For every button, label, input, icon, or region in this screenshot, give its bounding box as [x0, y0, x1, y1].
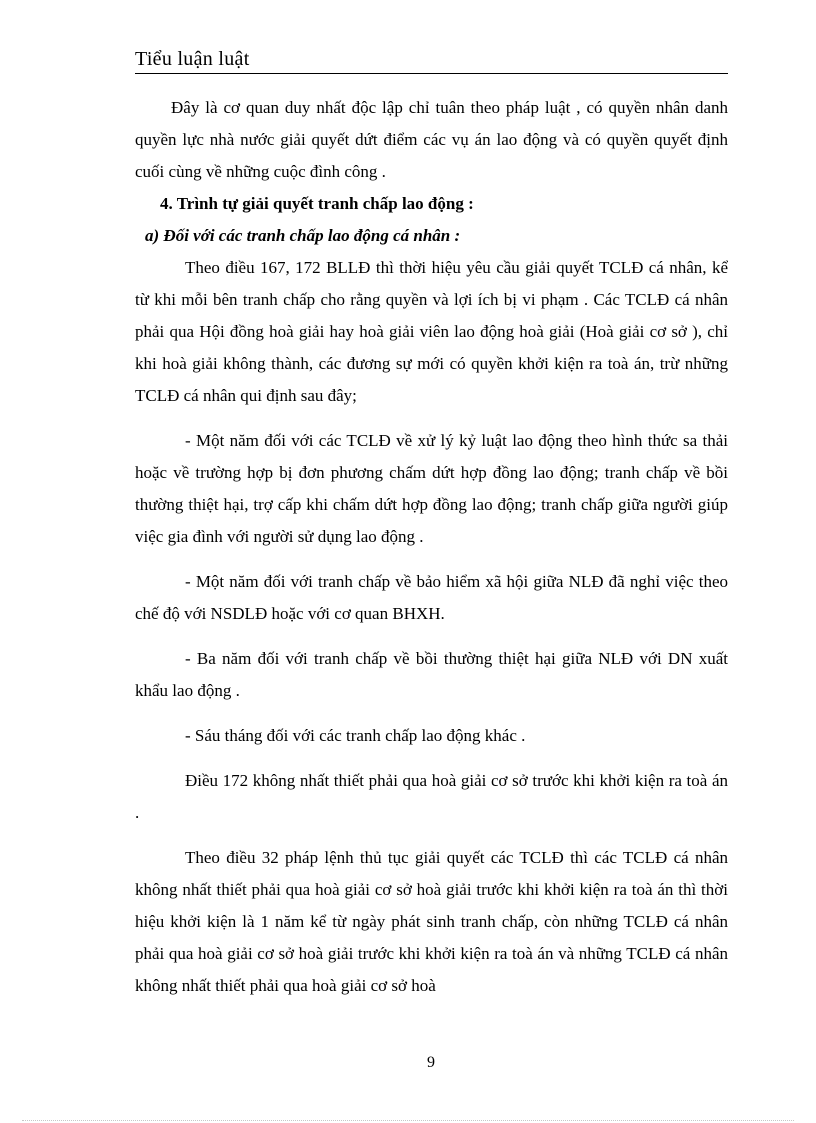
- paragraph-limitation-period: Theo điều 167, 172 BLLĐ thì thời hiệu yêu cầu giải quyết TCLĐ cá nhân, kể từ khi mỗi bên tranh chấp cho rằng quyền và lợi ích bị vi phạm . Các TCLĐ cá nhân phải qua Hội đồng hoà giải hay hoà giải viên lao động hoà giải (Hoà giải cơ sở ), chỉ khi hoà giải không thành, các đương sự mới có quyền khởi kiện ra toà án, trừ những TCLĐ cá nhân qui định sau đây;: [135, 258, 728, 405]
- paragraph-article-172: Điều 172 không nhất thiết phải qua hoà giải cơ sở trước khi khởi kiện ra toà án .: [135, 771, 728, 822]
- bullet-one-year-discipline: - Một năm đối với các TCLĐ về xử lý kỷ luật lao động theo hình thức sa thải hoặc về trường hợp bị đơn phương chấm dứt hợp đồng lao động; tranh chấp về bồi thường thiệt hại, trợ cấp khi chấm dứt hợp đồng lao động; tranh chấp giữa người giúp việc gia đình với người sử dụng lao động .: [135, 431, 728, 546]
- document-body: [135, 92, 728, 1002]
- header-title: Tiểu luận luật: [135, 48, 250, 70]
- subsection-heading-a: a) Đối với các tranh chấp lao động cá nhân :: [145, 226, 461, 245]
- section-heading-4: 4. Trình tự giải quyết tranh chấp lao động :: [160, 194, 474, 213]
- paragraph-court-role: Đây là cơ quan duy nhất độc lập chỉ tuân theo pháp luật , có quyền nhân danh quyền lực nhà nước giải quyết dứt điểm các vụ án lao động và có quyền quyết định cuối cùng về những cuộc đình công .: [135, 98, 728, 181]
- bullet-six-months: - Sáu tháng đối với các tranh chấp lao động khác .: [185, 726, 526, 745]
- paragraph-article-32: Theo điều 32 pháp lệnh thủ tục giải quyết các TCLĐ thì các TCLĐ cá nhân không nhất thiết phải qua hoà giải cơ sở hoà giải trước khi khởi kiện ra toà án thì thời hiệu khởi kiện là 1 năm kể từ ngày phát sinh tranh chấp, còn những TCLĐ cá nhân phải qua hoà giải cơ sở hoà giải trước khi khởi kiện ra toà án và những TCLĐ cá nhân không nhất thiết phải qua hoà giải cơ sở hoà: [135, 848, 728, 995]
- page-header: [135, 48, 728, 74]
- page-bottom-divider: [22, 1120, 794, 1121]
- page-number: 9: [427, 1054, 435, 1071]
- bullet-three-years: - Ba năm đối với tranh chấp về bồi thường thiệt hại giữa NLĐ với DN xuất khẩu lao động .: [135, 649, 728, 700]
- bullet-one-year-insurance: - Một năm đối với tranh chấp về bảo hiểm xã hội giữa NLĐ đã nghỉ việc theo chế độ với NSDLĐ hoặc với cơ quan BHXH.: [135, 572, 728, 623]
